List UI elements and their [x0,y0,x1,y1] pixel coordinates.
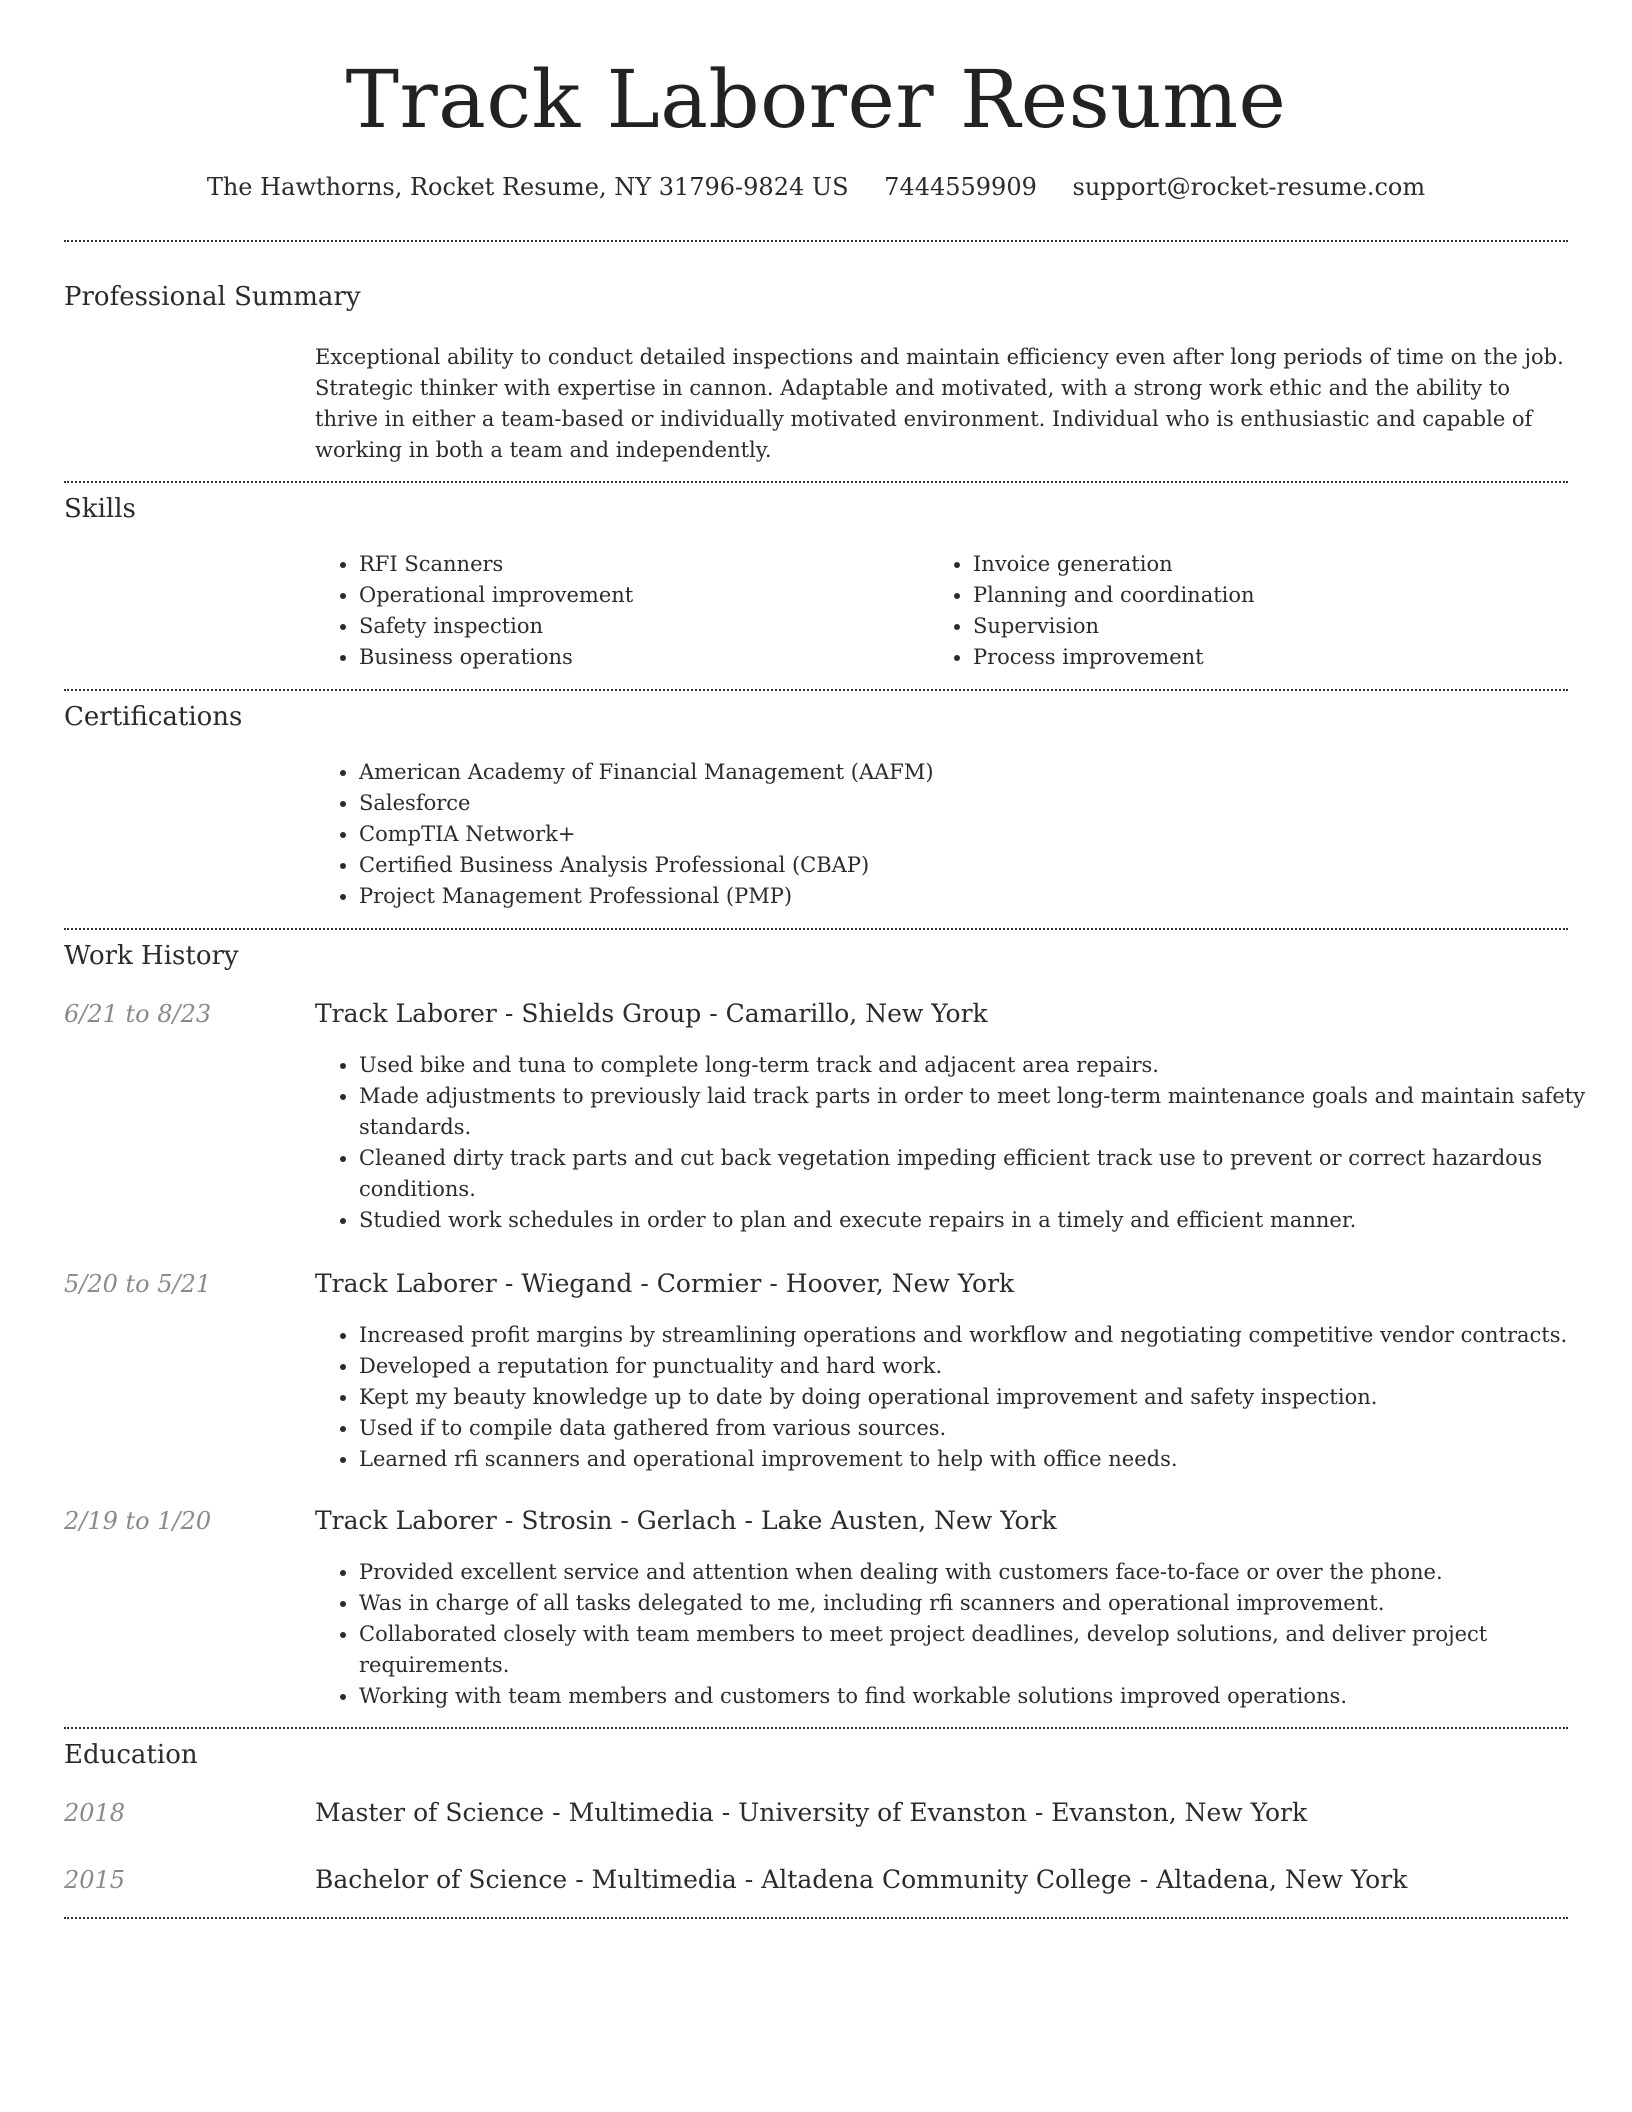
separator: - [744,1865,754,1894]
separator: - [575,1865,584,1894]
job-heading [315,1268,1014,1300]
certifications-list [315,757,1559,912]
resume-title: Track Laborer Resume [345,53,1287,146]
skills-list-left [315,549,919,673]
job-dates: 6/21 to 8/23 [64,1000,212,1028]
field: Multimedia [568,1798,714,1827]
divider [64,689,1568,691]
job-role: Track Laborer [315,999,497,1028]
certification-item: • American Academy of Financial Management (AAFM) [359,757,1559,788]
skill-item: • Supervision [973,611,1573,642]
separator: - [709,999,718,1028]
separator: - [721,1798,731,1827]
job-role: Track Laborer [315,1269,497,1298]
separator: - [769,1269,778,1298]
job-bullet: • Collaborated closely with team members to meet project deadlines, develop solutions, and deliver project requirements. [359,1619,1594,1681]
skill-item: • Invoice generation [973,549,1573,580]
education-year: 2015 [64,1866,126,1894]
divider [64,1727,1568,1729]
certification-item: • Salesforce [359,788,1559,819]
job-bullet: • Made adjustments to previously laid track parts in order to meet long-term maintenance goals and maintain safety standards. [359,1081,1594,1143]
divider [64,928,1568,930]
education-heading [315,1864,1407,1896]
education-year: 2018 [64,1799,126,1827]
separator: - [744,1506,753,1535]
job-heading [315,1505,1057,1537]
certification-item: • CompTIA Network+ [359,819,1559,850]
job-bullet: • Increased profit margins by streamlining operations and workflow and negotiating competitive vendor contracts. [359,1320,1594,1351]
job-bullet: • Learned rfi scanners and operational improvement to help with office needs. [359,1444,1594,1475]
summary-text: Exceptional ability to conduct detailed inspections and maintain efficiency even after long periods of time on the job. Strategic thinker with expertise in cannon. Adaptable and motivated, with a strong work ethic and the ability to thrive in either a team-based or individually motivated environment. Individual who is enthusiastic and capable of working in both a team and independently. [315,345,1564,462]
education-heading [315,1797,1307,1829]
school: Altadena Community College [761,1865,1132,1894]
section-title-skills: Skills [64,494,136,524]
divider [64,240,1568,242]
job-dates: 5/20 to 5/21 [64,1270,212,1298]
divider [64,481,1568,483]
job-company: Strosin - Gerlach [521,1506,737,1535]
job-company: Wiegand - Cormier [521,1269,762,1298]
job-bullet: • Developed a reputation for punctuality and hard work. [359,1351,1594,1382]
job-dates: 2/19 to 1/20 [64,1507,212,1535]
address: The Hawthorns, Rocket Resume, NY 31796-9824 US [206,173,849,201]
divider [64,1917,1568,1919]
job-bullet: • Studied work schedules in order to plan and execute repairs in a timely and efficient manner. [359,1205,1594,1236]
job-company: Shields Group [521,999,702,1028]
phone: 7444559909 [884,173,1037,201]
job-bullets [315,1320,1594,1475]
school-location: Evanston, New York [1051,1798,1308,1827]
job-heading [315,998,988,1030]
job-bullet: • Was in charge of all tasks delegated to me, including rfi scanners and operational improvement. [359,1588,1594,1619]
job-bullets [315,1557,1594,1712]
job-bullet: • Working with team members and customers to find workable solutions improved operations. [359,1681,1594,1712]
job-location: Camarillo, New York [725,999,988,1028]
separator: - [1139,1865,1149,1894]
degree: Bachelor of Science [315,1865,568,1894]
job-bullet: • Used bike and tuna to complete long-term track and adjacent area repairs. [359,1050,1594,1081]
email: support@rocket-resume.com [1072,173,1426,201]
degree: Master of Science [315,1798,545,1827]
skill-item: • Safety inspection [359,611,919,642]
section-title-summary: Professional Summary [64,282,361,312]
skill-item: • Process improvement [973,642,1573,673]
job-location: Hoover, New York [785,1269,1015,1298]
field: Multimedia [591,1865,737,1894]
separator: - [1034,1798,1044,1827]
skill-item: • RFI Scanners [359,549,919,580]
section-title-education: Education [64,1740,198,1770]
job-location: Lake Austen, New York [760,1506,1057,1535]
school-location: Altadena, New York [1156,1865,1408,1894]
job-bullets [315,1050,1594,1236]
separator: - [504,1269,514,1298]
section-title-certifications: Certifications [64,702,243,732]
school: University of Evanston [738,1798,1027,1827]
job-role: Track Laborer [315,1506,497,1535]
certification-item: • Project Management Professional (PMP) [359,881,1559,912]
skill-item: • Planning and coordination [973,580,1573,611]
separator: - [504,1506,514,1535]
job-bullet: • Kept my beauty knowledge up to date by doing operational improvement and safety inspection. [359,1382,1594,1413]
job-bullet: • Cleaned dirty track parts and cut back vegetation impeding efficient track use to prevent or correct hazardous conditions. [359,1143,1594,1205]
separator: - [504,999,514,1028]
contact-line [0,170,1632,204]
job-bullet: • Provided excellent service and attention when dealing with customers face-to-face or over the phone. [359,1557,1594,1588]
skill-item: • Business operations [359,642,919,673]
skills-list-right [929,549,1573,673]
skill-item: • Operational improvement [359,580,919,611]
section-title-work-history: Work History [64,941,239,971]
job-bullet: • Used if to compile data gathered from various sources. [359,1413,1594,1444]
certification-item: • Certified Business Analysis Professional (CBAP) [359,850,1559,881]
separator: - [552,1798,561,1827]
